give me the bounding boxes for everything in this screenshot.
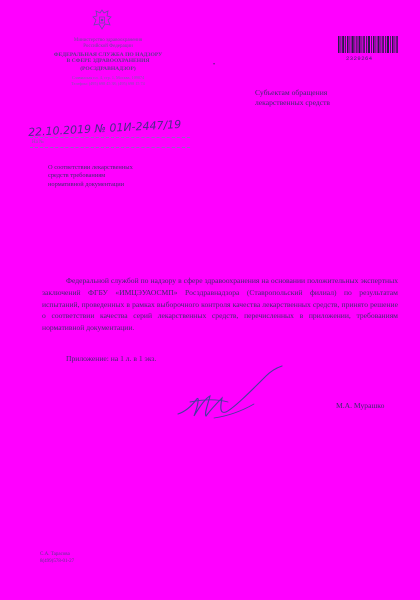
state-emblem-icon: [91, 8, 113, 32]
agency-abbreviation: (РОСЗДРАВНАДЗОР): [80, 66, 136, 73]
agency-line-1: ФЕДЕРАЛЬНАЯ СЛУЖБА ПО НАДЗОРУ: [53, 51, 163, 58]
barcode-number: 2329264: [346, 55, 373, 62]
signature-mark: [170, 362, 290, 434]
sender-phone: Телефон: (495) 698 45 38; (495) 698 15 74: [71, 80, 145, 86]
reference-underline: [30, 137, 190, 138]
reference-underline-2: [30, 147, 190, 148]
sender-block: [28, 38, 188, 86]
signer-name: М.А. Мурашко: [336, 401, 385, 410]
agency-line-2: В СФЕРЕ ЗДРАВООХРАНЕНИЯ: [66, 57, 150, 64]
ministry-line-1: Министерство здравоохранения: [73, 38, 143, 43]
recipient-line-2: лекарственных средств: [255, 98, 331, 108]
executor-name: С.А. Тарасова: [40, 552, 70, 557]
document-subject: [48, 164, 178, 189]
executor-phone: 8(499)578-01-27: [40, 558, 75, 564]
subject-line-3: нормативной документации: [48, 180, 125, 188]
reference-label: На №: [32, 140, 44, 145]
subject-line-2: средств требованиям: [48, 172, 106, 180]
barcode-icon: [338, 36, 398, 53]
sender-address: Славянская пл. 4, стр. 1, Москва, 109074: [71, 74, 145, 80]
letter-body: Федеральной службой по надзору в сфере здравоохранения на основании положительных экспертных заключений ФГБУ «ИМЦЭУАОСМП» Росздравнадзора (Ставропольский филиал) по результатам испытаний, проведенных в рамках выборочного контроля качества лекарственных средств, принято решение о соответствии качества серий лекарственных средств, перечисленных в приложении, требованиям нормативной документации.: [42, 276, 398, 333]
executor-info: [40, 552, 74, 566]
handwritten-reference: 22.10.2019 № 01И-2447/19: [27, 117, 182, 139]
attachment-note: Приложение: на 1 л. в 1 экз.: [66, 354, 157, 363]
recipient-line-1: Субъектам обращения: [255, 88, 328, 97]
small-mark: •: [213, 62, 216, 68]
ministry-line-2: Российской Федерации: [83, 43, 133, 49]
subject-line-1: О соответствии лекарственных: [48, 164, 133, 171]
recipient-block: [255, 88, 395, 109]
